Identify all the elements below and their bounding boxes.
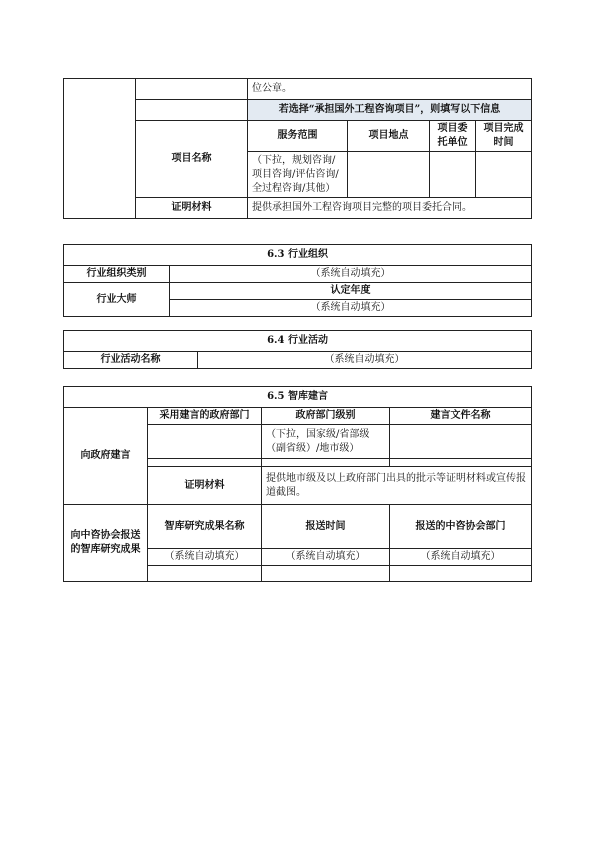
industry-org-table (63, 244, 532, 317)
section-title: 6.5 智库建言 (64, 387, 532, 408)
col-gov-department: 采用建言的政府部门 (148, 408, 262, 425)
submit-time-value: （系统自动填充） (262, 549, 390, 566)
research-name-value: （系统自动填充） (148, 549, 262, 566)
empty-cell (148, 459, 262, 467)
col-proposal-file: 建言文件名称 (390, 408, 532, 425)
industry-activity-table (63, 330, 532, 369)
empty-cell (148, 566, 262, 582)
col-submit-time: 报送时间 (262, 505, 390, 549)
client-field[interactable] (430, 152, 476, 198)
gov-proof-text: 提供地市级及以上政府部门出具的批示等证明材料或宣传报道截图。 (262, 467, 532, 505)
assoc-row-label: 向中咨协会报送的智库研究成果 (64, 505, 148, 582)
empty-cell (262, 459, 390, 467)
col-service-scope: 服务范围 (248, 121, 348, 152)
empty-cell (390, 459, 532, 467)
service-scope-select[interactable]: （下拉，规划咨询/项目咨询/评估咨询/全过程咨询/其他） (248, 152, 348, 198)
gov-row-label: 向政府建言 (64, 408, 148, 505)
activity-value: （系统自动填充） (198, 352, 532, 369)
year-value: （系统自动填充） (170, 300, 532, 317)
left-empty-cell (64, 79, 136, 219)
foreign-project-table (63, 78, 532, 219)
col-assoc-department: 报送的中咨协会部门 (390, 505, 532, 549)
empty-cell (390, 566, 532, 582)
seal-text: 位公章。 (248, 79, 532, 100)
col-client: 项目委托单位 (430, 121, 476, 152)
completion-time-field[interactable] (476, 152, 532, 198)
gov-department-field[interactable] (148, 425, 262, 459)
section-title: 6.3 行业组织 (64, 245, 532, 266)
org-category-value: （系统自动填充） (170, 266, 532, 283)
col-project-name: 项目名称 (136, 121, 248, 198)
col-project-location: 项目地点 (348, 121, 430, 152)
col-completion-time: 项目完成时间 (476, 121, 532, 152)
section-header: 若选择“承担国外工程咨询项目”，则填写以下信息 (248, 100, 532, 121)
proof-text: 提供承担国外工程咨询项目完整的项目委托合同。 (248, 198, 532, 219)
empty-cell (262, 566, 390, 582)
activity-label: 行业活动名称 (64, 352, 198, 369)
col-gov-level: 政府部门级别 (262, 408, 390, 425)
year-label: 认定年度 (170, 283, 532, 300)
gov-proof-label: 证明材料 (148, 467, 262, 505)
think-tank-table (63, 386, 532, 582)
col-research-name: 智库研究成果名称 (148, 505, 262, 549)
proposal-file-field[interactable] (390, 425, 532, 459)
empty-cell (136, 100, 248, 121)
master-label: 行业大师 (64, 283, 170, 317)
project-location-field[interactable] (348, 152, 430, 198)
gov-level-select[interactable]: （下拉，国家级/省部级（副省级）/地市级） (262, 425, 390, 459)
org-category-label: 行业组织类别 (64, 266, 170, 283)
section-title: 6.4 行业活动 (64, 331, 532, 352)
empty-cell (136, 79, 248, 100)
proof-label: 证明材料 (136, 198, 248, 219)
assoc-department-value: （系统自动填充） (390, 549, 532, 566)
